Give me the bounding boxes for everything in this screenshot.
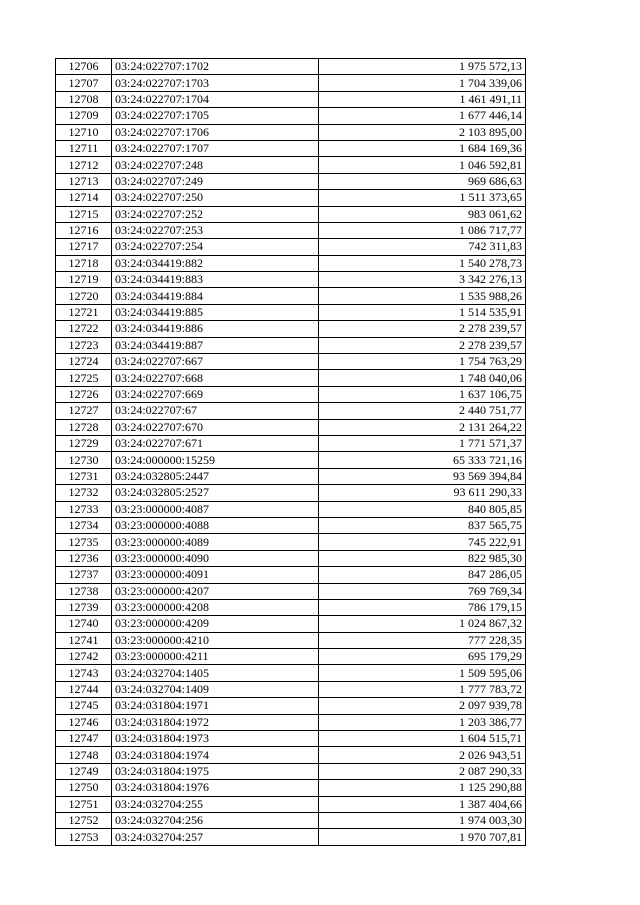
row-number-cell: 12709 xyxy=(56,108,112,124)
cadastral-number-cell: 03:24:034419:884 xyxy=(112,288,319,304)
cadastral-value-table xyxy=(55,58,526,846)
cadastral-number-cell: 03:24:031804:1975 xyxy=(112,763,319,779)
cadastral-number-cell: 03:24:022707:1705 xyxy=(112,108,319,124)
row-number-cell: 12715 xyxy=(56,206,112,222)
value-cell: 1 748 040,06 xyxy=(319,370,526,386)
value-cell: 93 569 394,84 xyxy=(319,468,526,484)
table-row xyxy=(56,632,526,648)
table-row xyxy=(56,403,526,419)
cadastral-number-cell: 03:24:032704:1409 xyxy=(112,681,319,697)
table-row xyxy=(56,304,526,320)
row-number-cell: 12752 xyxy=(56,812,112,828)
row-number-cell: 12735 xyxy=(56,534,112,550)
table-row xyxy=(56,812,526,828)
table-row xyxy=(56,665,526,681)
row-number-cell: 12748 xyxy=(56,747,112,763)
table-row xyxy=(56,124,526,140)
value-cell: 1 387 404,66 xyxy=(319,796,526,812)
value-cell: 1 540 278,73 xyxy=(319,255,526,271)
table-row xyxy=(56,517,526,533)
value-cell: 1 974 003,30 xyxy=(319,812,526,828)
row-number-cell: 12749 xyxy=(56,763,112,779)
row-number-cell: 12723 xyxy=(56,337,112,353)
value-cell: 742 311,83 xyxy=(319,239,526,255)
table-row xyxy=(56,91,526,107)
table-row xyxy=(56,288,526,304)
row-number-cell: 12718 xyxy=(56,255,112,271)
table-row xyxy=(56,173,526,189)
row-number-cell: 12707 xyxy=(56,75,112,91)
cadastral-number-cell: 03:24:022707:1707 xyxy=(112,140,319,156)
value-cell: 1 637 106,75 xyxy=(319,386,526,402)
cadastral-number-cell: 03:24:022707:1704 xyxy=(112,91,319,107)
row-number-cell: 12716 xyxy=(56,222,112,238)
table-row xyxy=(56,714,526,730)
cadastral-number-cell: 03:24:022707:671 xyxy=(112,435,319,451)
value-cell: 1 777 783,72 xyxy=(319,681,526,697)
value-cell: 840 805,85 xyxy=(319,501,526,517)
table-row xyxy=(56,337,526,353)
table-row xyxy=(56,731,526,747)
table-row xyxy=(56,370,526,386)
cadastral-number-cell: 03:23:000000:4087 xyxy=(112,501,319,517)
row-number-cell: 12725 xyxy=(56,370,112,386)
row-number-cell: 12753 xyxy=(56,829,112,845)
value-cell: 2 026 943,51 xyxy=(319,747,526,763)
table-row xyxy=(56,485,526,501)
cadastral-number-cell: 03:24:032704:257 xyxy=(112,829,319,845)
table-row xyxy=(56,829,526,845)
value-cell: 2 103 895,00 xyxy=(319,124,526,140)
table-row xyxy=(56,419,526,435)
cadastral-number-cell: 03:23:000000:4207 xyxy=(112,583,319,599)
value-cell: 769 769,34 xyxy=(319,583,526,599)
cadastral-number-cell: 03:23:000000:4208 xyxy=(112,599,319,615)
value-cell: 1 046 592,81 xyxy=(319,157,526,173)
cadastral-number-cell: 03:24:022707:670 xyxy=(112,419,319,435)
cadastral-number-cell: 03:24:031804:1974 xyxy=(112,747,319,763)
value-cell: 93 611 290,33 xyxy=(319,485,526,501)
table-row xyxy=(56,796,526,812)
cadastral-number-cell: 03:24:022707:668 xyxy=(112,370,319,386)
row-number-cell: 12751 xyxy=(56,796,112,812)
value-cell: 1 754 763,29 xyxy=(319,354,526,370)
value-cell: 1 970 707,81 xyxy=(319,829,526,845)
value-cell: 777 228,35 xyxy=(319,632,526,648)
value-cell: 969 686,63 xyxy=(319,173,526,189)
value-cell: 1 024 867,32 xyxy=(319,616,526,632)
value-cell: 2 278 239,57 xyxy=(319,337,526,353)
table-row xyxy=(56,75,526,91)
row-number-cell: 12750 xyxy=(56,780,112,796)
cadastral-number-cell: 03:24:000000:15259 xyxy=(112,452,319,468)
value-cell: 1 677 446,14 xyxy=(319,108,526,124)
cadastral-number-cell: 03:23:000000:4088 xyxy=(112,517,319,533)
value-cell: 2 131 264,22 xyxy=(319,419,526,435)
table-row xyxy=(56,435,526,451)
row-number-cell: 12743 xyxy=(56,665,112,681)
row-number-cell: 12733 xyxy=(56,501,112,517)
row-number-cell: 12721 xyxy=(56,304,112,320)
row-number-cell: 12745 xyxy=(56,698,112,714)
cadastral-number-cell: 03:24:022707:667 xyxy=(112,354,319,370)
row-number-cell: 12727 xyxy=(56,403,112,419)
value-cell: 1 125 290,88 xyxy=(319,780,526,796)
table-row xyxy=(56,222,526,238)
cadastral-number-cell: 03:23:000000:4211 xyxy=(112,649,319,665)
cadastral-number-cell: 03:24:032704:255 xyxy=(112,796,319,812)
row-number-cell: 12708 xyxy=(56,91,112,107)
row-number-cell: 12738 xyxy=(56,583,112,599)
row-number-cell: 12726 xyxy=(56,386,112,402)
value-cell: 822 985,30 xyxy=(319,550,526,566)
row-number-cell: 12746 xyxy=(56,714,112,730)
table-row xyxy=(56,354,526,370)
row-number-cell: 12729 xyxy=(56,435,112,451)
cadastral-number-cell: 03:24:022707:1702 xyxy=(112,59,319,75)
cadastral-number-cell: 03:23:000000:4090 xyxy=(112,550,319,566)
value-cell: 983 061,62 xyxy=(319,206,526,222)
cadastral-number-cell: 03:23:000000:4210 xyxy=(112,632,319,648)
table-body xyxy=(56,59,526,846)
value-cell: 1 604 515,71 xyxy=(319,731,526,747)
cadastral-number-cell: 03:24:022707:1706 xyxy=(112,124,319,140)
row-number-cell: 12724 xyxy=(56,354,112,370)
row-number-cell: 12734 xyxy=(56,517,112,533)
row-number-cell: 12728 xyxy=(56,419,112,435)
table-row xyxy=(56,649,526,665)
table-row xyxy=(56,108,526,124)
row-number-cell: 12722 xyxy=(56,321,112,337)
cadastral-number-cell: 03:23:000000:4089 xyxy=(112,534,319,550)
row-number-cell: 12720 xyxy=(56,288,112,304)
cadastral-number-cell: 03:24:031804:1972 xyxy=(112,714,319,730)
row-number-cell: 12740 xyxy=(56,616,112,632)
cadastral-number-cell: 03:24:034419:883 xyxy=(112,272,319,288)
table-row xyxy=(56,272,526,288)
row-number-cell: 12741 xyxy=(56,632,112,648)
cadastral-number-cell: 03:24:034419:887 xyxy=(112,337,319,353)
cadastral-number-cell: 03:24:022707:67 xyxy=(112,403,319,419)
table-row xyxy=(56,452,526,468)
cadastral-number-cell: 03:24:034419:885 xyxy=(112,304,319,320)
row-number-cell: 12731 xyxy=(56,468,112,484)
row-number-cell: 12711 xyxy=(56,140,112,156)
table-row xyxy=(56,59,526,75)
value-cell: 745 222,91 xyxy=(319,534,526,550)
table-row xyxy=(56,321,526,337)
cadastral-number-cell: 03:24:022707:1703 xyxy=(112,75,319,91)
cadastral-number-cell: 03:24:022707:669 xyxy=(112,386,319,402)
table-row xyxy=(56,616,526,632)
row-number-cell: 12712 xyxy=(56,157,112,173)
row-number-cell: 12744 xyxy=(56,681,112,697)
value-cell: 1 684 169,36 xyxy=(319,140,526,156)
row-number-cell: 12713 xyxy=(56,173,112,189)
table-row xyxy=(56,501,526,517)
table-row xyxy=(56,583,526,599)
row-number-cell: 12717 xyxy=(56,239,112,255)
cadastral-number-cell: 03:24:034419:882 xyxy=(112,255,319,271)
value-cell: 1 509 595,06 xyxy=(319,665,526,681)
cadastral-number-cell: 03:24:031804:1976 xyxy=(112,780,319,796)
value-cell: 1 461 491,11 xyxy=(319,91,526,107)
cadastral-number-cell: 03:24:034419:886 xyxy=(112,321,319,337)
value-cell: 2 278 239,57 xyxy=(319,321,526,337)
cadastral-number-cell: 03:24:022707:253 xyxy=(112,222,319,238)
table-row xyxy=(56,206,526,222)
cadastral-number-cell: 03:24:032805:2447 xyxy=(112,468,319,484)
table-row xyxy=(56,599,526,615)
value-cell: 1 511 373,65 xyxy=(319,190,526,206)
table-row xyxy=(56,567,526,583)
cadastral-number-cell: 03:24:032704:1405 xyxy=(112,665,319,681)
table-row xyxy=(56,550,526,566)
cadastral-number-cell: 03:24:022707:254 xyxy=(112,239,319,255)
row-number-cell: 12742 xyxy=(56,649,112,665)
cadastral-number-cell: 03:23:000000:4209 xyxy=(112,616,319,632)
cadastral-number-cell: 03:24:022707:250 xyxy=(112,190,319,206)
row-number-cell: 12732 xyxy=(56,485,112,501)
table-row xyxy=(56,157,526,173)
value-cell: 1 704 339,06 xyxy=(319,75,526,91)
value-cell: 2 097 939,78 xyxy=(319,698,526,714)
cadastral-number-cell: 03:24:031804:1973 xyxy=(112,731,319,747)
table-row xyxy=(56,534,526,550)
value-cell: 1 975 572,13 xyxy=(319,59,526,75)
value-cell: 1 086 717,77 xyxy=(319,222,526,238)
value-cell: 2 440 751,77 xyxy=(319,403,526,419)
cadastral-number-cell: 03:23:000000:4091 xyxy=(112,567,319,583)
table-row xyxy=(56,747,526,763)
table-row xyxy=(56,190,526,206)
value-cell: 695 179,29 xyxy=(319,649,526,665)
value-cell: 847 286,05 xyxy=(319,567,526,583)
value-cell: 3 342 276,13 xyxy=(319,272,526,288)
value-cell: 786 179,15 xyxy=(319,599,526,615)
value-cell: 1 514 535,91 xyxy=(319,304,526,320)
value-cell: 65 333 721,16 xyxy=(319,452,526,468)
cadastral-number-cell: 03:24:031804:1971 xyxy=(112,698,319,714)
cadastral-number-cell: 03:24:032704:256 xyxy=(112,812,319,828)
value-cell: 1 203 386,77 xyxy=(319,714,526,730)
table-row xyxy=(56,255,526,271)
table-row xyxy=(56,140,526,156)
row-number-cell: 12706 xyxy=(56,59,112,75)
table-row xyxy=(56,681,526,697)
value-cell: 837 565,75 xyxy=(319,517,526,533)
cadastral-number-cell: 03:24:032805:2527 xyxy=(112,485,319,501)
row-number-cell: 12714 xyxy=(56,190,112,206)
table-row xyxy=(56,780,526,796)
row-number-cell: 12719 xyxy=(56,272,112,288)
row-number-cell: 12736 xyxy=(56,550,112,566)
table-row xyxy=(56,468,526,484)
cadastral-number-cell: 03:24:022707:252 xyxy=(112,206,319,222)
table-row xyxy=(56,698,526,714)
table-row xyxy=(56,763,526,779)
row-number-cell: 12710 xyxy=(56,124,112,140)
value-cell: 2 087 290,33 xyxy=(319,763,526,779)
value-cell: 1 771 571,37 xyxy=(319,435,526,451)
table-row xyxy=(56,239,526,255)
row-number-cell: 12737 xyxy=(56,567,112,583)
row-number-cell: 12739 xyxy=(56,599,112,615)
value-cell: 1 535 988,26 xyxy=(319,288,526,304)
cadastral-number-cell: 03:24:022707:249 xyxy=(112,173,319,189)
cadastral-number-cell: 03:24:022707:248 xyxy=(112,157,319,173)
row-number-cell: 12747 xyxy=(56,731,112,747)
table-row xyxy=(56,386,526,402)
row-number-cell: 12730 xyxy=(56,452,112,468)
